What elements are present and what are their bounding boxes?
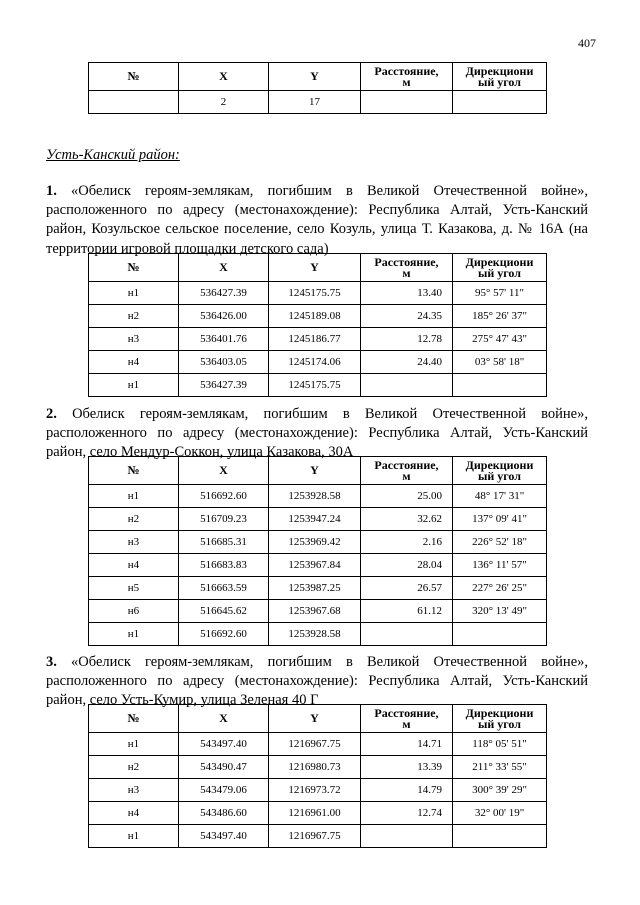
cell-x: 536427.39 <box>179 374 269 397</box>
table-row <box>89 779 547 802</box>
header-x: X <box>179 457 269 485</box>
cell-no: н2 <box>89 508 179 531</box>
cell-direction: 136° 11' 57" <box>453 554 547 577</box>
header-x: X <box>179 705 269 733</box>
cell-no: н5 <box>89 577 179 600</box>
cell-direction: 95° 57' 11" <box>453 282 547 305</box>
table-row <box>89 91 547 114</box>
section-2-description <box>46 405 588 463</box>
district-heading: Усть-Канский район: <box>46 147 180 163</box>
header-direction-angle: Дирекциони ый угол <box>453 457 547 485</box>
table-row <box>89 733 547 756</box>
cell-y: 1253967.84 <box>269 554 361 577</box>
table-row <box>89 531 547 554</box>
cell-direction <box>453 91 547 114</box>
cell-no: н1 <box>89 733 179 756</box>
cell-no: н1 <box>89 623 179 646</box>
cell-direction: 03° 58' 18" <box>453 351 547 374</box>
cell-x: 536427.39 <box>179 282 269 305</box>
table-row <box>89 577 547 600</box>
cell-direction <box>453 374 547 397</box>
cell-x: 543497.40 <box>179 733 269 756</box>
header-x: X <box>179 254 269 282</box>
cell-x: 516692.60 <box>179 623 269 646</box>
table-header-row <box>89 254 547 282</box>
cell-y: 1245189.08 <box>269 305 361 328</box>
section-2-table <box>88 456 547 646</box>
cell-distance: 61.12 <box>361 600 453 623</box>
header-distance: Расстояние, м <box>361 63 453 91</box>
table-row <box>89 305 547 328</box>
cell-distance: 32.62 <box>361 508 453 531</box>
cell-distance <box>361 91 453 114</box>
cell-direction: 185° 26' 37" <box>453 305 547 328</box>
cell-y: 1245174.06 <box>269 351 361 374</box>
table-row <box>89 374 547 397</box>
page-number: 407 <box>578 36 596 50</box>
cell-distance: 13.40 <box>361 282 453 305</box>
header-y: Y <box>269 254 361 282</box>
cell-distance: 13.39 <box>361 756 453 779</box>
cell-direction: 300° 39' 29" <box>453 779 547 802</box>
table-row <box>89 756 547 779</box>
cell-y: 1245175.75 <box>269 374 361 397</box>
header-distance: Расстояние, м <box>361 457 453 485</box>
section-3-table <box>88 704 547 848</box>
cell-no: н3 <box>89 531 179 554</box>
cell-x: 543490.47 <box>179 756 269 779</box>
cell-no: н4 <box>89 802 179 825</box>
section-1-number: 1. <box>46 183 57 199</box>
cell-y: 1253987.25 <box>269 577 361 600</box>
cell-x: 516709.23 <box>179 508 269 531</box>
cell-no: н3 <box>89 779 179 802</box>
cell-distance: 24.40 <box>361 351 453 374</box>
section-2-text: Обелиск героям-землякам, погибшим в Великой Отечественной войне», расположенного по адресу (местонахождение): Республика Алтай, Усть-Канский район, село Мендур-Соккон, улица Казакова, 30А <box>46 406 588 461</box>
header-direction-angle: Дирекциони ый угол <box>453 705 547 733</box>
cell-distance: 26.57 <box>361 577 453 600</box>
cell-x: 536403.05 <box>179 351 269 374</box>
cell-no: н4 <box>89 351 179 374</box>
cell-distance: 28.04 <box>361 554 453 577</box>
cell-no: н1 <box>89 374 179 397</box>
section-1-text: «Обелиск героям-землякам, погибшим в Великой Отечественной войне», расположенного по адресу (местонахождение): Республика Алтай, Усть-Канский район, Козульское сельское поселение, село Козуль, улица Т. Казакова, д. № 16А (на территории игровой площадки детского сада) <box>46 183 589 257</box>
table-row <box>89 328 547 351</box>
cell-direction: 227° 26' 25" <box>453 577 547 600</box>
header-y: Y <box>269 457 361 485</box>
cell-y: 1253928.58 <box>269 485 361 508</box>
cell-y: 1245186.77 <box>269 328 361 351</box>
header-x: X <box>179 63 269 91</box>
section-3-description <box>46 653 588 711</box>
header-distance: Расстояние, м <box>361 705 453 733</box>
cell-direction: 32° 00' 19" <box>453 802 547 825</box>
table-header-row <box>89 457 547 485</box>
cell-x: 543479.06 <box>179 779 269 802</box>
table-row <box>89 485 547 508</box>
cell-distance: 14.71 <box>361 733 453 756</box>
header-no: № <box>89 63 179 91</box>
cell-direction: 275° 47' 43" <box>453 328 547 351</box>
section-3-text: «Обелиск героям-землякам, погибшим в Великой Отечественной войне», расположенного по адресу (местонахождение): Республика Алтай, Усть-Канский район, село Усть-Кумир, улица Зеленая 40 Г <box>46 654 589 709</box>
cell-y: 1253928.58 <box>269 623 361 646</box>
cell-distance <box>361 623 453 646</box>
table-row <box>89 600 547 623</box>
cell-y: 1216973.72 <box>269 779 361 802</box>
header-no: № <box>89 457 179 485</box>
cell-y: 17 <box>269 91 361 114</box>
header-no: № <box>89 705 179 733</box>
cell-x: 516645.62 <box>179 600 269 623</box>
table-header-row <box>89 63 547 91</box>
header-y: Y <box>269 705 361 733</box>
coordinates-table-continued <box>88 62 547 114</box>
header-y: Y <box>269 63 361 91</box>
table-row <box>89 825 547 848</box>
cell-no: н1 <box>89 485 179 508</box>
cell-distance <box>361 825 453 848</box>
cell-x: 536426.00 <box>179 305 269 328</box>
cell-direction <box>453 623 547 646</box>
cell-direction: 320° 13' 49" <box>453 600 547 623</box>
cell-direction: 226° 52' 18" <box>453 531 547 554</box>
section-1-table <box>88 253 547 397</box>
cell-distance: 25.00 <box>361 485 453 508</box>
cell-y: 1253969.42 <box>269 531 361 554</box>
section-1-description <box>46 182 588 259</box>
cell-no: н3 <box>89 328 179 351</box>
cell-x: 516685.31 <box>179 531 269 554</box>
cell-direction: 118° 05' 51" <box>453 733 547 756</box>
cell-y: 1253947.24 <box>269 508 361 531</box>
cell-distance: 12.74 <box>361 802 453 825</box>
cell-y: 1216967.75 <box>269 733 361 756</box>
header-direction-angle: Дирекциони ый угол <box>453 63 547 91</box>
cell-distance: 14.79 <box>361 779 453 802</box>
cell-y: 1216980.73 <box>269 756 361 779</box>
cell-no: н4 <box>89 554 179 577</box>
cell-y: 1216967.75 <box>269 825 361 848</box>
cell-y: 1253967.68 <box>269 600 361 623</box>
cell-x: 516663.59 <box>179 577 269 600</box>
cell-no: н1 <box>89 282 179 305</box>
header-direction-angle: Дирекциони ый угол <box>453 254 547 282</box>
cell-no: н1 <box>89 825 179 848</box>
cell-x: 2 <box>179 91 269 114</box>
header-no: № <box>89 254 179 282</box>
cell-x: 543486.60 <box>179 802 269 825</box>
cell-no: н2 <box>89 756 179 779</box>
table-header-row <box>89 705 547 733</box>
cell-distance: 12.78 <box>361 328 453 351</box>
cell-y: 1245175.75 <box>269 282 361 305</box>
cell-direction: 137° 09' 41" <box>453 508 547 531</box>
cell-distance: 24.35 <box>361 305 453 328</box>
table-row <box>89 351 547 374</box>
cell-x: 516692.60 <box>179 485 269 508</box>
cell-no: н2 <box>89 305 179 328</box>
cell-x: 543497.40 <box>179 825 269 848</box>
section-2-number: 2. <box>46 406 57 422</box>
cell-direction <box>453 825 547 848</box>
cell-direction: 48° 17' 31" <box>453 485 547 508</box>
cell-direction: 211° 33' 55" <box>453 756 547 779</box>
cell-no <box>89 91 179 114</box>
table-row <box>89 508 547 531</box>
table-row <box>89 623 547 646</box>
header-distance: Расстояние, м <box>361 254 453 282</box>
cell-distance: 2.16 <box>361 531 453 554</box>
cell-distance <box>361 374 453 397</box>
cell-no: н6 <box>89 600 179 623</box>
table-row <box>89 282 547 305</box>
cell-y: 1216961.00 <box>269 802 361 825</box>
table-row <box>89 802 547 825</box>
cell-x: 516683.83 <box>179 554 269 577</box>
section-3-number: 3. <box>46 654 57 670</box>
cell-x: 536401.76 <box>179 328 269 351</box>
table-row <box>89 554 547 577</box>
